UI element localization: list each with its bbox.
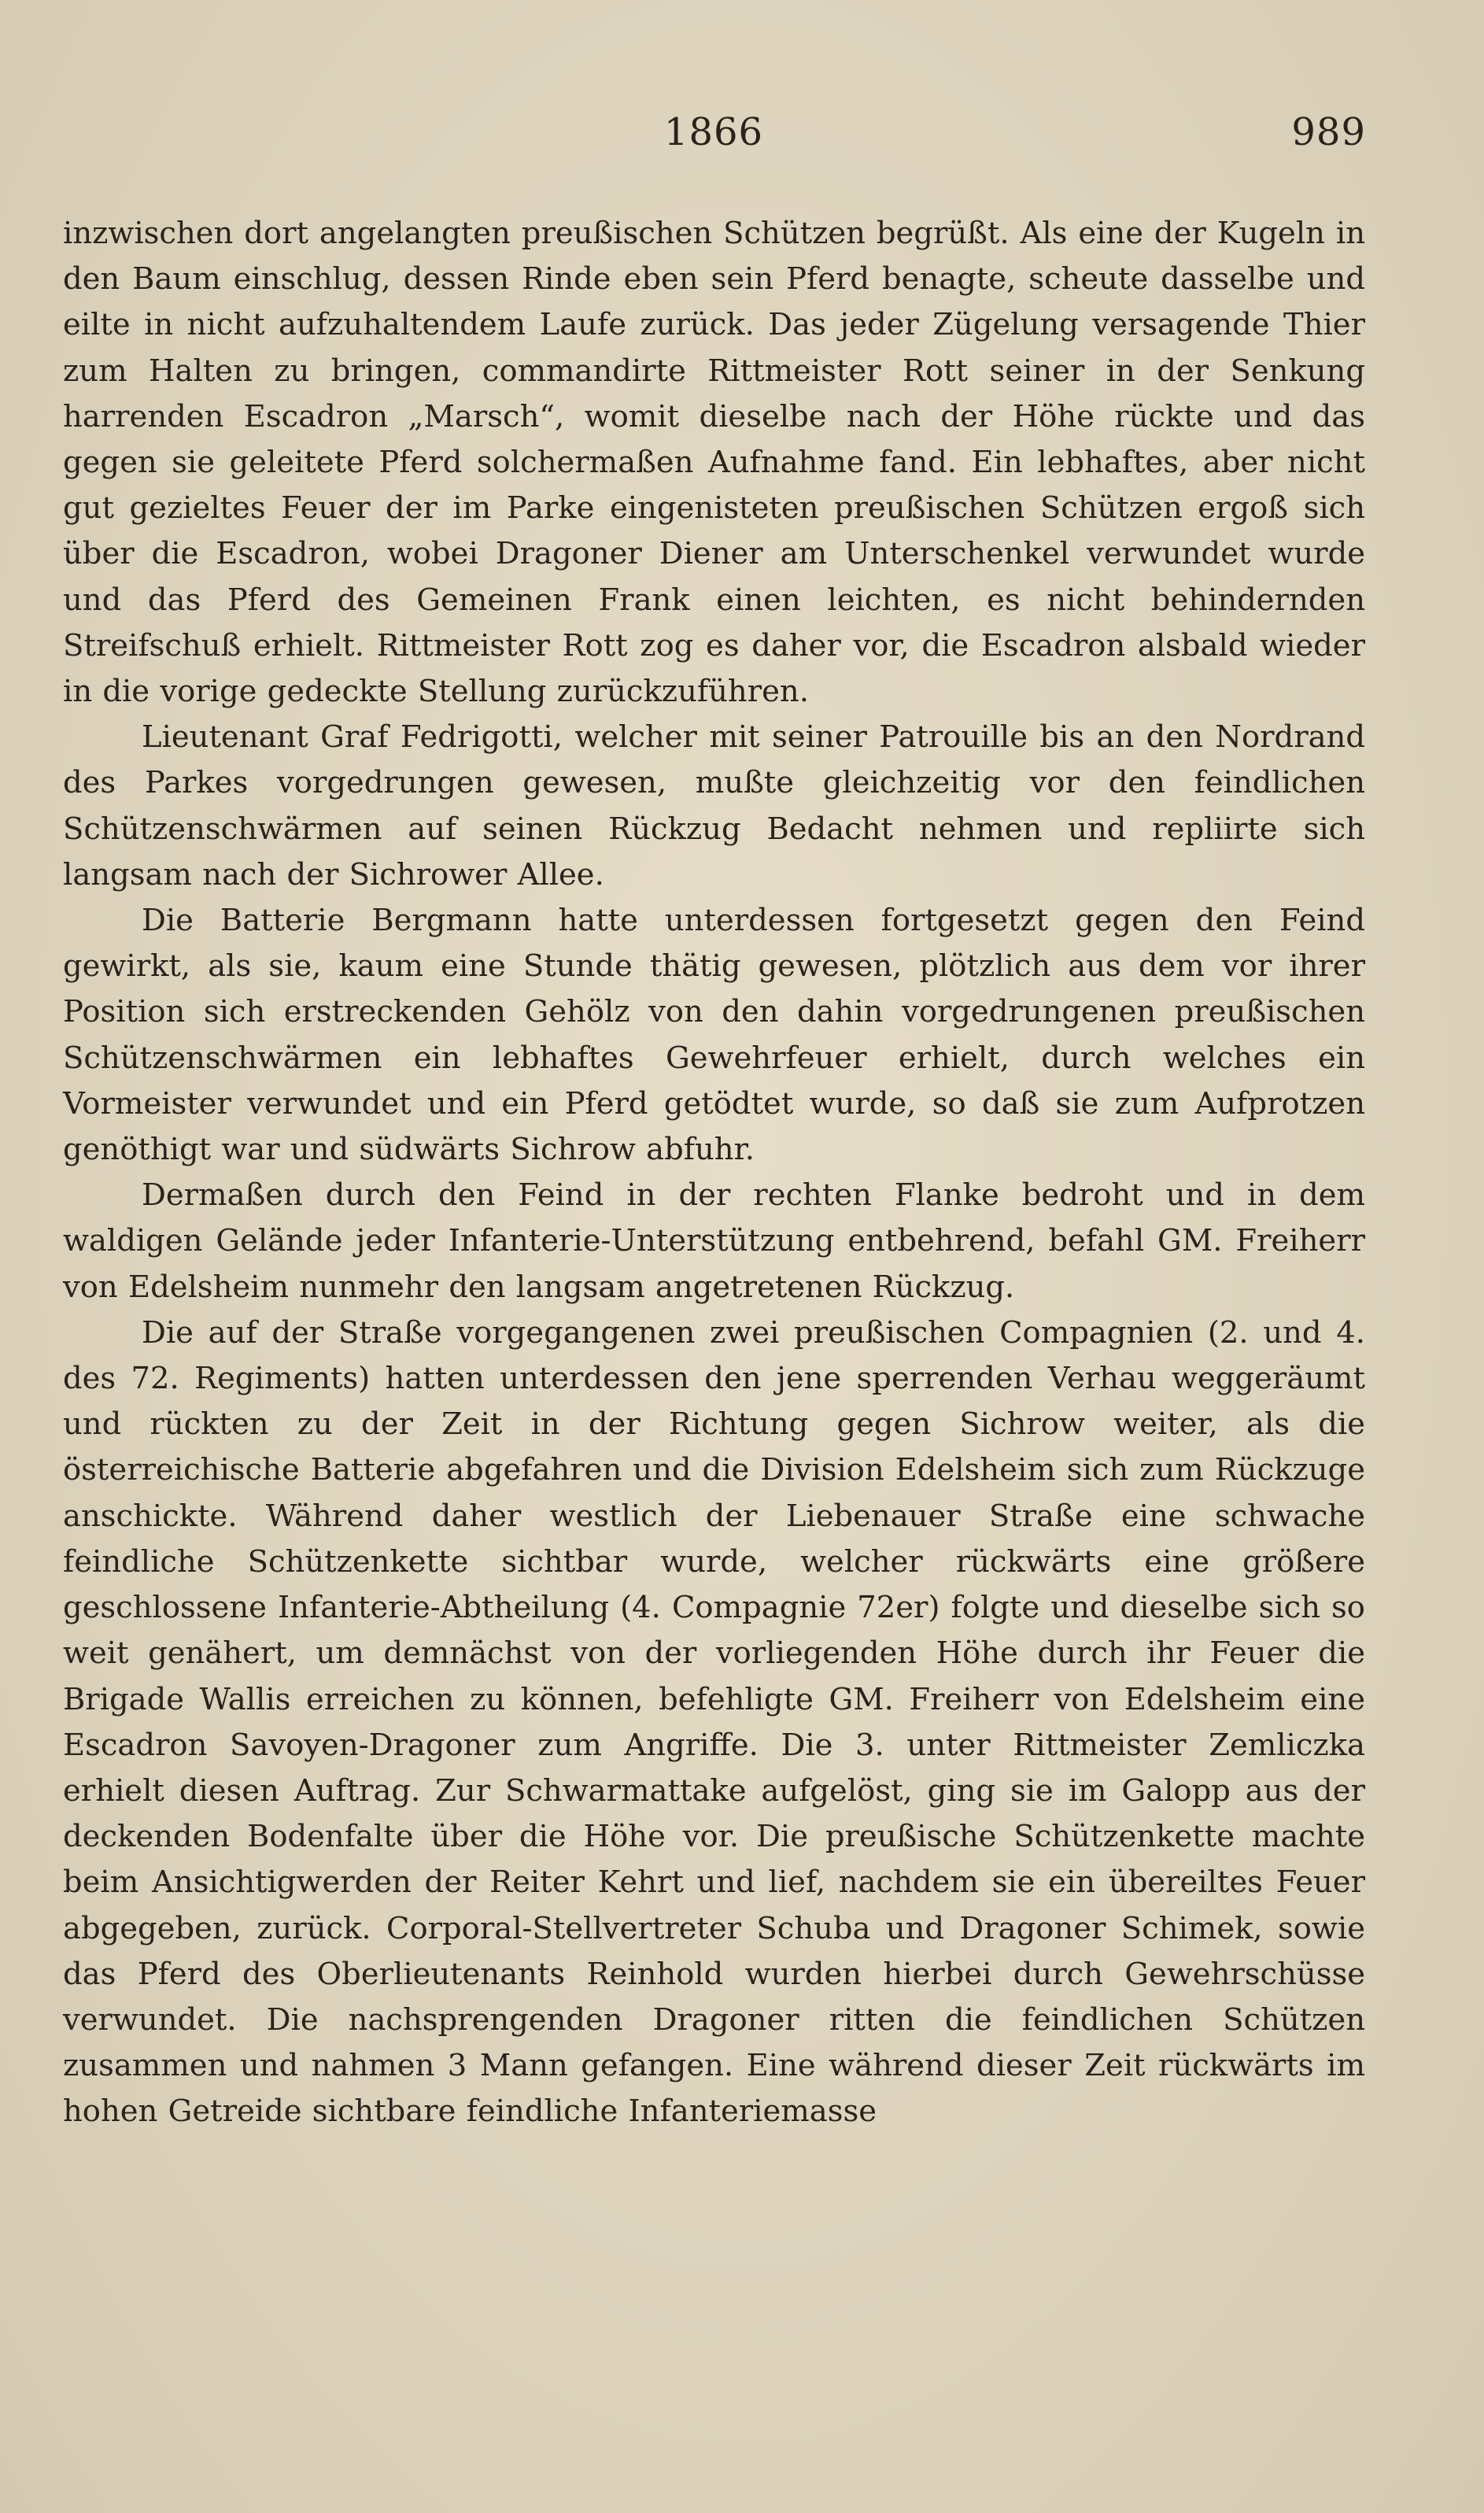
paragraph-3: Die Batterie Bergmann hatte unterdessen fortgesetzt gegen den Feind gewirkt, als sie, kaum eine Stunde thätig gewesen, plötzlich aus dem vor ihrer Position sich erstreckenden Gehölz von den dahin vorgedrungenen preußischen Schützenschwärmen ein lebhaftes Gewehrfeuer erhielt, durch welches ein Vormeister verwundet und ein Pferd getödtet wurde, so daß sie zum Aufprotzen genöthigt war und südwärts Sichrow abfuhr.	[63, 903, 1365, 1168]
paragraph-4: Dermaßen durch den Feind in der rechten Flanke bedroht und in dem waldigen Gelände jeder Infanterie-Unterstützung entbehrend, befahl GM. Freiherr von Edelsheim nunmehr den langsam angetretenen Rückzug.	[63, 1177, 1365, 1305]
page-number: 989	[1291, 110, 1366, 154]
paragraph-1: inzwischen dort angelangten preußischen Schützen begrüßt. Als eine der Kugeln in den Baum einschlug, dessen Rinde eben sein Pferd benagte, scheute dasselbe und eilte in nicht aufzuhaltendem Laufe zurück. Das jeder Zügelung versagende Thier zum Halten zu bringen, commandirte Rittmeister Rott seiner in der Senkung harrenden Escadron „Marsch“, womit dieselbe nach der Höhe rückte und das gegen sie geleitete Pferd solchermaßen Aufnahme fand. Ein lebhaftes, aber nicht gut gezieltes Feuer der im Parke eingenisteten preußischen Schützen ergoß sich über die Escadron, wobei Dragoner Diener am Unterschenkel verwundet wurde und das Pferd des Gemeinen Frank einen leichten, es nicht behindernden Streifschuß erhielt. Rittmeister Rott zog es daher vor, die Escadron alsbald wieder in die vorige gedeckte Stellung zurückzuführen.	[63, 216, 1365, 710]
body-text	[63, 211, 1365, 2135]
page-year: 1866	[663, 110, 764, 154]
paragraph-5: Die auf der Straße vorgegangenen zwei preußischen Compagnien (2. und 4. des 72. Regiments) hatten unterdessen den jene sperrenden Verhau weggeräumt und rückten zu der Zeit in der Richtung gegen Sichrow weiter, als die österreichische Batterie abgefahren und die Division Edelsheim sich zum Rückzuge anschickte. Während daher westlich der Liebenauer Straße eine schwache feindliche Schützenkette sichtbar wurde, welcher rückwärts eine größere geschlossene Infanterie-Abtheilung (4. Compagnie 72er) folgte und dieselbe sich so weit genähert, um demnächst von der vorliegenden Höhe durch ihr Feuer die Brigade Wallis erreichen zu können, befehligte GM. Freiherr von Edelsheim eine Escadron Savoyen-Dragoner zum Angriffe. Die 3. unter Rittmeister Zemliczka erhielt diesen Auftrag. Zur Schwarmattake aufgelöst, ging sie im Galopp aus der deckenden Bodenfalte über die Höhe vor. Die preußische Schützenkette machte beim Ansichtigwerden der Reiter Kehrt und lief, nachdem sie ein übereiltes Feuer abgegeben, zurück. Corporal-Stellvertreter Schuba und Dragoner Schimek, sowie das Pferd des Oberlieutenants Reinhold wurden hierbei durch Gewehrschüsse verwundet. Die nachsprengenden Dragoner ritten die feindlichen Schützen zusammen und nahmen 3 Mann gefangen. Eine während dieser Zeit rückwärts im hohen Getreide sichtbare feindliche Infanteriemasse	[63, 1314, 1365, 2130]
paragraph-2: Lieutenant Graf Fedrigotti, welcher mit seiner Patrouille bis an den Nordrand des Parkes vorgedrungen gewesen, mußte gleichzeitig vor den feindlichen Schützenschwärmen auf seinen Rückzug Bedacht nehmen und repliirte sich langsam nach der Sichrower Allee.	[63, 719, 1365, 892]
page-header	[61, 110, 1366, 157]
